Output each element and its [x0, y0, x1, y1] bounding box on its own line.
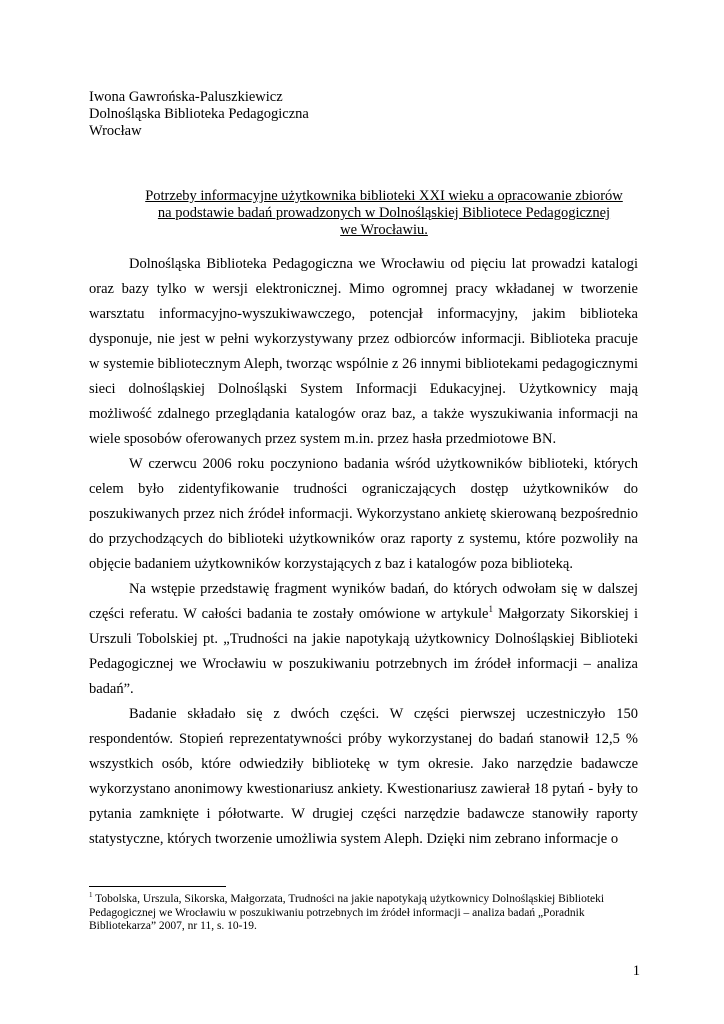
paragraph-2: W czerwcu 2006 roku poczyniono badania wśród użytkowników biblioteki, których celem było zidentyfikowanie trudności ograniczających dostęp użytkowników do poszukiwanych przez nich źródeł informacji. Wykorzystano ankietę skierowaną bezpośrednio do przychodzących do biblioteki użytkowników oraz raporty z systemu, które pozwoliły na objęcie badaniem użytkowników korzystających z baz i katalogów poza biblioteką. [89, 456, 638, 572]
author-block [89, 89, 309, 140]
footnote-text: Tobolska, Urszula, Sikorska, Małgorzata, Trudności na jakie napotykają użytkownicy Dolnośląskiej Biblioteki Pedagogicznej we Wrocławiu w poszukiwaniu potrzebnych im źródeł informacji – analiza badań „Poradnik Bibliotekarza” 2007, nr 11, s. 10-19. [89, 893, 605, 932]
title-line-2: na podstawie badań prowadzonych w Dolnośląskiej Bibliotece Pedagogicznej [157, 205, 611, 221]
body-text [89, 252, 638, 852]
page-number: 1 [632, 963, 640, 979]
paragraph-3-text-start: Na wstępie przedstawię fragment wyników badań, do których odwołam się w dalszej części referatu. W całości badania te zostały omówione w artykule [89, 581, 638, 622]
title-line-1: Potrzeby informacyjne użytkownika biblioteki XXI wieku a opracowanie zbiorów [145, 188, 623, 204]
institution-name: Dolnośląska Biblioteka Pedagogiczna [89, 106, 309, 122]
paragraph-3 [89, 577, 638, 702]
city-name: Wrocław [89, 123, 142, 139]
paragraph-3-text-end: Małgorzaty Sikorskiej i Urszuli Tobolskiej pt. „Trudności na jakie napotykają użytkownicy Dolnośląskiej Biblioteki Pedagogicznej we Wrocławiu w poszukiwaniu potrzebnych im źródeł informacji – analiza badań”. [89, 606, 638, 697]
paragraph-1: Dolnośląska Biblioteka Pedagogiczna we Wrocławiu od pięciu lat prowadzi katalogi oraz bazy tylko w wersji elektronicznej. Mimo ogromnej pracy wkładanej w tworzenie warsztatu informacyjno-wyszukiwawczego, potencjał informacyjny, jakim biblioteka dysponuje, nie jest w pełni wykorzystywany przez odbiorców informacji. Biblioteka pracuje w systemie bibliotecznym Aleph, tworząc wspólnie z 26 innymi bibliotekami pedagogicznymi sieci dolnośląskiej Dolnośląski System Informacji Edukacyjnej. Użytkownicy mają możliwość zdalnego przeglądania katalogów oraz baz, a także wyszukiwania informacji na wiele sposobów oferowanych przez system m.in. przez hasła przedmiotowe BN. [89, 256, 638, 447]
paragraph-4: Badanie składało się z dwóch części. W części pierwszej uczestniczyło 150 respondentów. Stopień reprezentatywności próby wykorzystanej do badań stanowił 12,5 % wszystkich osób, które odwiedziły bibliotekę w tym okresie. Jako narzędzie badawcze wykorzystano anonimowy kwestionariusz ankiety. Kwestionariusz zawierał 18 pytań - były to pytania zamknięte i półotwarte. W drugiej części narzędzie badawcze stanowiły raporty statystyczne, których tworzenie umożliwia system Aleph. Dzięki nim zebrano informacje o [89, 706, 638, 847]
footnote-marker: 1 [89, 891, 93, 900]
document-title [89, 188, 679, 239]
title-line-3: we Wrocławiu. [340, 222, 428, 238]
footnote-separator [89, 886, 226, 887]
author-name: Iwona Gawrońska-Paluszkiewicz [89, 89, 283, 105]
footnote-reference: 1 [488, 604, 493, 615]
footnote [89, 893, 638, 934]
